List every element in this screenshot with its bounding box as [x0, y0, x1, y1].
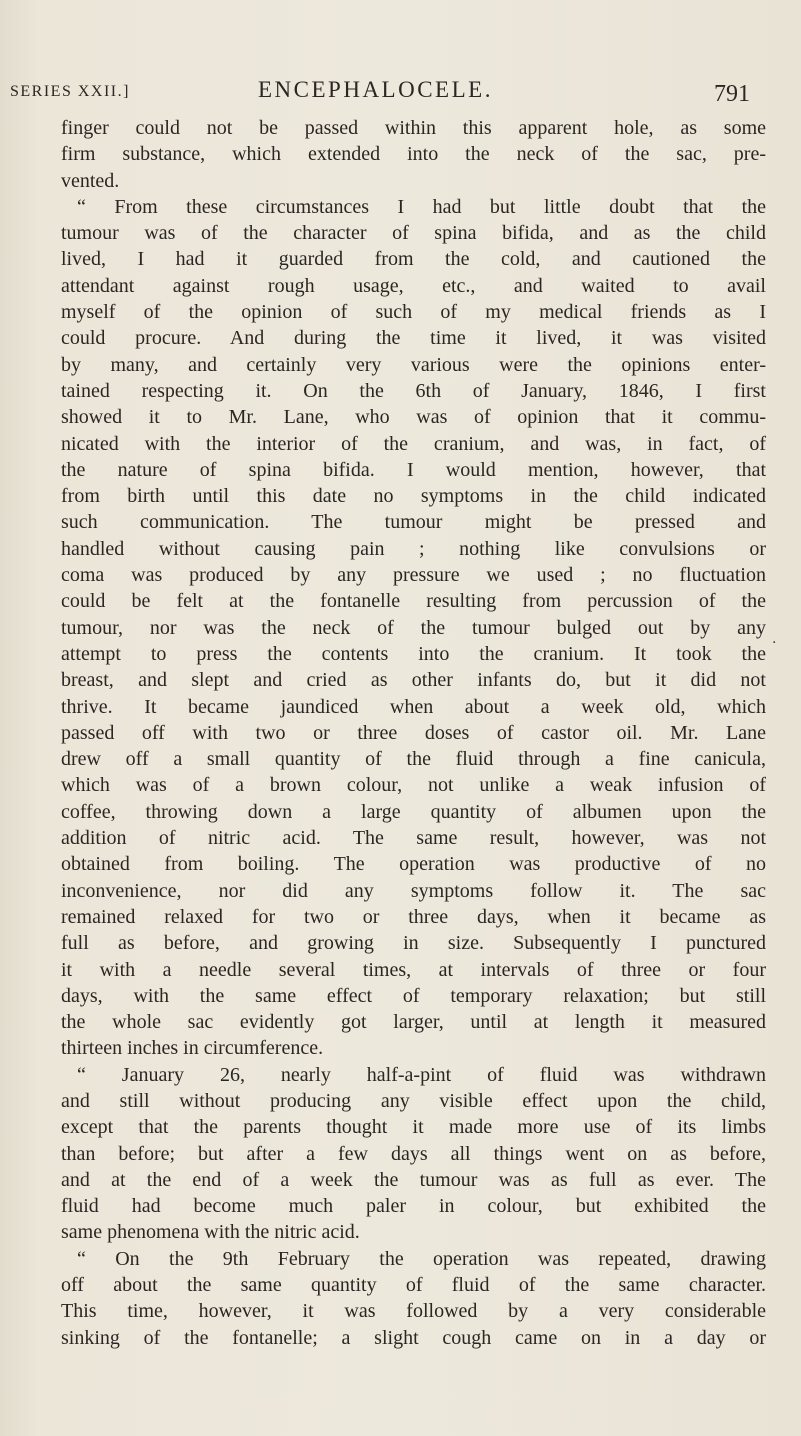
text-line: sinking of the fontanelle; a slight cough came on in a day or	[61, 1326, 766, 1349]
text-line: attempt to press the contents into the cranium. It took the	[61, 642, 766, 665]
text-line: such communication. The tumour might be pressed and	[61, 511, 766, 534]
text-line: days, with the same effect of temporary relaxation; but still	[61, 984, 766, 1007]
text-line: than before; but after a few days all things went on as before,	[61, 1142, 766, 1165]
text-line: obtained from boiling. The operation was productive of no	[61, 853, 766, 876]
text-line: breast, and slept and cried as other infants do, but it did not	[61, 669, 766, 692]
text-line: by many, and certainly very various were the opinions enter-	[61, 353, 766, 376]
text-line: addition of nitric acid. The same result, however, was not	[61, 827, 766, 850]
running-title: ENCEPHALOCELE.	[258, 77, 493, 102]
text-line: This time, however, it was followed by a very considerable	[61, 1300, 766, 1323]
text-line: except that the parents thought it made more use of its limbs	[61, 1116, 766, 1139]
text-line: and at the end of a week the tumour was as full as ever. The	[61, 1168, 766, 1191]
body-text	[61, 115, 766, 1351]
margin-mark: .	[772, 631, 777, 647]
text-line: inconvenience, nor did any symptoms follow it. The sac	[61, 879, 766, 902]
text-line: full as before, and growing in size. Subsequently I punctured	[61, 932, 766, 955]
text-line: thirteen inches in circumference.	[61, 1037, 324, 1060]
text-line: drew off a small quantity of the fluid through a fine canicula,	[61, 748, 766, 771]
text-line: from birth until this date no symptoms in the child indicated	[61, 485, 766, 508]
text-line: thrive. It became jaundiced when about a week old, which	[61, 695, 766, 718]
text-line: which was of a brown colour, not unlike a weak infusion of	[61, 774, 766, 797]
text-line: fluid had become much paler in colour, but exhibited the	[61, 1195, 766, 1218]
text-line: tumour, nor was the neck of the tumour bulged out by any	[61, 616, 766, 639]
text-line: and still without producing any visible effect upon the child,	[61, 1089, 766, 1112]
text-line: same phenomena with the nitric acid.	[61, 1221, 360, 1244]
text-line: handled without causing pain ; nothing like convulsions or	[61, 537, 766, 560]
text-line: “ January 26, nearly half-a-pint of fluid was withdrawn	[77, 1063, 766, 1086]
text-line: passed off with two or three doses of castor oil. Mr. Lane	[61, 721, 766, 744]
text-line: showed it to Mr. Lane, who was of opinion that it commu-	[61, 406, 766, 429]
text-line: nicated with the interior of the cranium, and was, in fact, of	[61, 432, 766, 455]
text-line: vented.	[61, 169, 120, 192]
series-label: SERIES XXII.]	[10, 83, 130, 100]
text-line: firm substance, which extended into the neck of the sac, pre-	[61, 143, 766, 166]
text-line: “ From these circumstances I had but little doubt that the	[77, 195, 766, 218]
text-line: remained relaxed for two or three days, when it became as	[61, 905, 766, 928]
text-line: finger could not be passed within this apparent hole, as some	[61, 117, 766, 139]
text-line: could procure. And during the time it lived, it was visited	[61, 327, 766, 350]
text-line: tumour was of the character of spina bifida, and as the child	[61, 222, 766, 245]
text-line: lived, I had it guarded from the cold, and cautioned the	[61, 248, 766, 271]
text-line: attendant against rough usage, etc., and waited to avail	[61, 274, 766, 297]
text-line: could be felt at the fontanelle resulting from percussion of the	[61, 590, 766, 613]
text-line: tained respecting it. On the 6th of January, 1846, I first	[61, 379, 766, 402]
text-line: off about the same quantity of fluid of the same character.	[61, 1274, 766, 1297]
text-line: coffee, throwing down a large quantity of albumen upon the	[61, 800, 766, 823]
page-header	[0, 77, 801, 107]
text-line: the whole sac evidently got larger, until at length it measured	[61, 1011, 766, 1034]
text-line: myself of the opinion of such of my medical friends as I	[61, 301, 766, 324]
text-line: it with a needle several times, at intervals of three or four	[61, 958, 766, 981]
text-line: the nature of spina bifida. I would mention, however, that	[61, 458, 766, 481]
page-number: 791	[714, 81, 750, 107]
text-line: “ On the 9th February the operation was repeated, drawing	[77, 1247, 766, 1270]
text-line: coma was produced by any pressure we used ; no fluctuation	[61, 564, 766, 587]
